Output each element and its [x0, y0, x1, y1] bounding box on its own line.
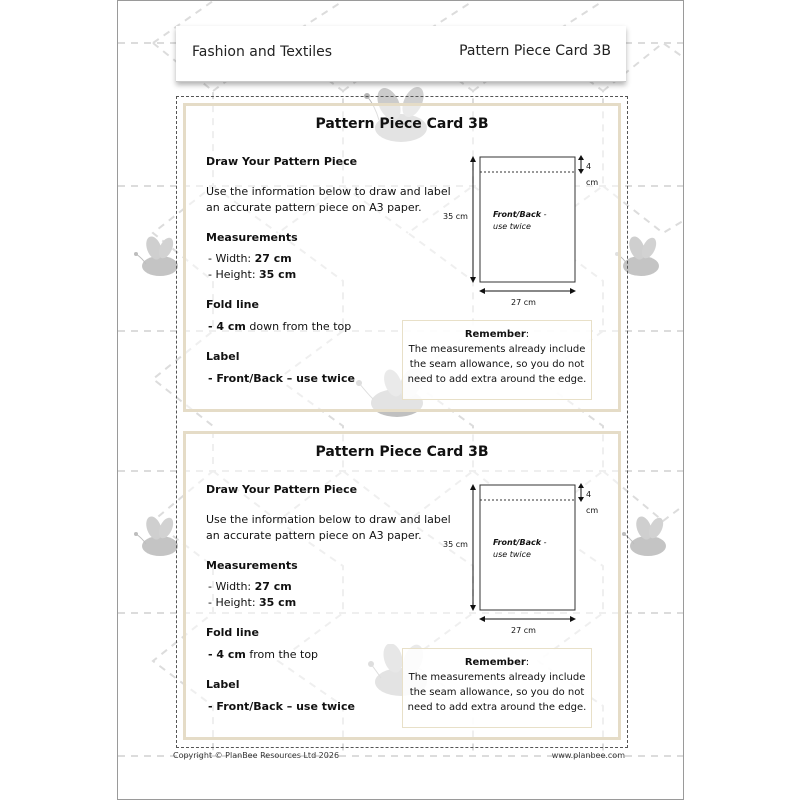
measurements-heading: Measurements: [206, 231, 298, 244]
website-link[interactable]: www.planbee.com: [551, 751, 625, 760]
subject-title: Fashion and Textiles: [192, 44, 333, 60]
height-measurement: - Height: 35 cm: [208, 596, 297, 609]
diagram-fold-label: 4 cm: [586, 162, 599, 187]
width-measurement: - Width: 27 cm: [208, 252, 292, 265]
label-info: - Front/Back – use twice: [208, 372, 355, 385]
diagram-fold-label: 4 cm: [586, 490, 599, 515]
measurements-heading: Measurements: [206, 559, 298, 572]
intro-line: Use the information below to draw and label: [206, 513, 451, 526]
card-label: Pattern Piece Card 3B: [459, 43, 611, 59]
label-info: - Front/Back – use twice: [208, 700, 355, 713]
label-heading: Label: [206, 350, 240, 363]
card-title: Pattern Piece Card 3B: [315, 444, 489, 460]
remember-line: The measurements already include: [408, 672, 586, 683]
diagram-width-label: 27 cm: [511, 298, 536, 307]
remember-line: need to add extra around the edge.: [407, 374, 587, 385]
remember-line: The measurements already include: [408, 344, 586, 355]
pattern-piece-diagram: [443, 149, 599, 309]
diagram-height-label: 35 cm: [443, 540, 468, 549]
remember-line: the seam allowance, so you do not: [409, 359, 585, 370]
fold-heading: Fold line: [206, 626, 259, 639]
remember-title: Remember:: [464, 657, 530, 668]
pattern-card-bottom: [183, 431, 621, 740]
pattern-card-top: [183, 103, 621, 412]
diagram-piece-label: Front/Back - use twice: [493, 538, 547, 559]
fold-line-info: - 4 cm from the top: [208, 648, 319, 661]
remember-line: the seam allowance, so you do not: [409, 687, 585, 698]
diagram-height-label: 35 cm: [443, 212, 468, 221]
fold-line-info: - 4 cm down from the top: [208, 320, 352, 333]
remember-line: need to add extra around the edge.: [407, 702, 587, 713]
diagram-piece-label: Front/Back - use twice: [493, 210, 547, 231]
label-heading: Label: [206, 678, 240, 691]
worksheet-header: [176, 26, 626, 82]
card-title: Pattern Piece Card 3B: [315, 116, 489, 132]
remember-note: [402, 320, 592, 400]
worksheet-page: [117, 0, 684, 800]
diagram-width-label: 27 cm: [511, 626, 536, 635]
intro-line: an accurate pattern piece on A3 paper.: [206, 529, 422, 542]
copyright-text: Copyright © PlanBee Resources Ltd 2026: [173, 751, 340, 760]
pattern-piece-diagram: [443, 477, 599, 637]
intro-line: an accurate pattern piece on A3 paper.: [206, 201, 422, 214]
intro-line: Use the information below to draw and label: [206, 185, 451, 198]
fold-heading: Fold line: [206, 298, 259, 311]
draw-heading: Draw Your Pattern Piece: [206, 155, 358, 168]
remember-note: [402, 648, 592, 728]
remember-title: Remember:: [464, 329, 530, 340]
draw-heading: Draw Your Pattern Piece: [206, 483, 358, 496]
width-measurement: - Width: 27 cm: [208, 580, 292, 593]
height-measurement: - Height: 35 cm: [208, 268, 297, 281]
